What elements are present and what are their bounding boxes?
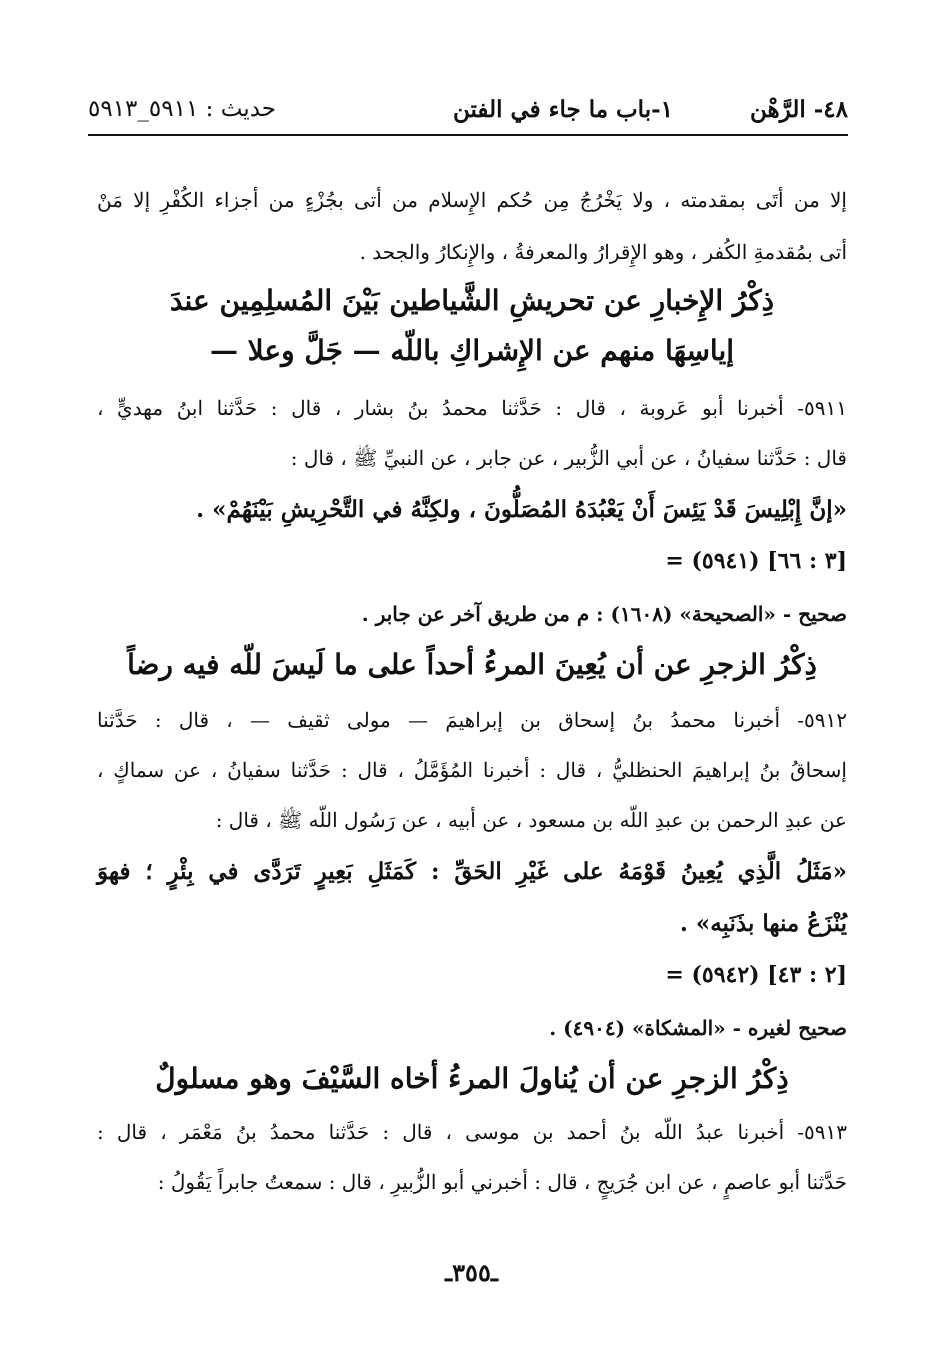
hadith-5912-grade: صحيح لغيره - «المشكاة» (٤٩٠٤) . (549, 1016, 847, 1040)
section-3-heading: ذِكْرُ الزجرِ عن أن يُناولَ المرءُ أخاه السَّيْفَ وهو مسلولٌ (155, 1062, 789, 1095)
hadith-5911-isnad-line-1: ٥٩١١- أخبرنا أبو عَروبة ، قال : حَدَّثنا محمدُ بنُ بشار ، قال : حَدَّثنا ابنُ مهديٍّ ، (97, 396, 847, 420)
intro-line-1: إلا من أتَى بمقدمته ، ولا يَخْرُجُ مِن حُكم الإِسلام من أتى بجُزْءٍ من أجزاء الكُفْرِ إلا مَنْ (97, 188, 847, 212)
header-hadith-range: حديث : ٥٩١١_٥٩١٣ (88, 96, 276, 122)
hadith-5913-isnad-line-2: حَدَّثنا أبو عاصمٍ ، عن ابن جُرَيجٍ ، قال : أخبرني أبو الزُّبيرِ ، قال : سمعتُ جابراً يَقُولُ : (157, 1170, 847, 1194)
hadith-5912-matn-line-1: «مَثَلُ الَّذِي يُعِينُ قَوْمَهُ على غَيْرِ الحَقِّ : كَمَثَلِ بَعِيرٍ تَرَدَّى في بِئْرٍ ؛ فهوَ (97, 858, 847, 885)
header-chapter-title: ١-باب ما جاء في الفتن (452, 96, 673, 123)
section-1-heading-line-1: ذِكْرُ الإِخبارِ عن تحريشِ الشَّياطين بَيْنَ المُسلِمِين عندَ (169, 284, 775, 317)
hadith-5912-isnad-line-2: إسحاقُ بنُ إبراهيمَ الحنظليُّ ، قال : أخبرنا المُؤَمَّلُ ، قال : حَدَّثنا سفيانُ ، عن سماكٍ ، (97, 758, 847, 782)
header-divider (88, 134, 848, 136)
hadith-5912-matn-line-2: يُنْزَعُ منها بذَنَبِه» . (679, 910, 847, 937)
hadith-5911-isnad-line-2: قال : حَدَّثنا سفيانُ ، عن أبي الزُّبير ، عن جابر ، عن النبيِّ ﷺ ، قال : (290, 446, 847, 470)
hadith-5911-grade: صحيح - «الصحيحة» (١٦٠٨) : م من طريق آخر عن جابر . (361, 602, 847, 626)
hadith-5911-reference: = (٥٩٤١) [٣ : ٦٦] (665, 548, 847, 574)
hadith-5912-isnad-line-3: عن عبدِ الرحمن بن عبدِ اللّه بن مسعود ، عن أبيه ، عن رَسُول اللّه ﷺ ، قال : (215, 808, 847, 832)
section-2-heading: ذِكْرُ الزجرِ عن أن يُعِينَ المرءُ أحداً على ما لَيسَ للّه فيه رضاً (127, 648, 817, 681)
page-header (88, 92, 848, 132)
section-1-heading-line-2: إياسِهَا منهم عن الإِشراكِ باللّه — جَلَّ وعلا — (209, 334, 735, 367)
hadith-5912-isnad-line-1: ٥٩١٢- أخبرنا محمدُ بنُ إسحاق بن إبراهيمَ — مولى ثقيف — ، قال : حَدَّثنا (97, 708, 847, 732)
header-book-title: ٤٨- الرَّهْن (750, 96, 848, 123)
intro-line-2: أتى بمُقدمةِ الكُفر ، وهو الإِقرارُ والمعرفةُ ، والإِنكارُ والجحد . (359, 240, 847, 264)
hadith-5912-reference: = (٥٩٤٢) [٢ : ٤٣] (665, 962, 847, 988)
page-number: ـ٣٥٥ـ (445, 1258, 498, 1287)
hadith-5913-isnad-line-1: ٥٩١٣- أخبرنا عبدُ اللّه بنُ أحمد بن موسى ، قال : حَدَّثنا محمدُ بنُ مَعْمَر ، قال : (97, 1120, 847, 1144)
hadith-5911-matn: «إنَّ إِبْلِيسَ قَدْ يَئِسَ أَنْ يَعْبُدَهُ المُصَلُّونَ ، ولكِنَّهُ في التَّحْرِيشِ بَيْنَهُمْ» . (196, 496, 847, 523)
